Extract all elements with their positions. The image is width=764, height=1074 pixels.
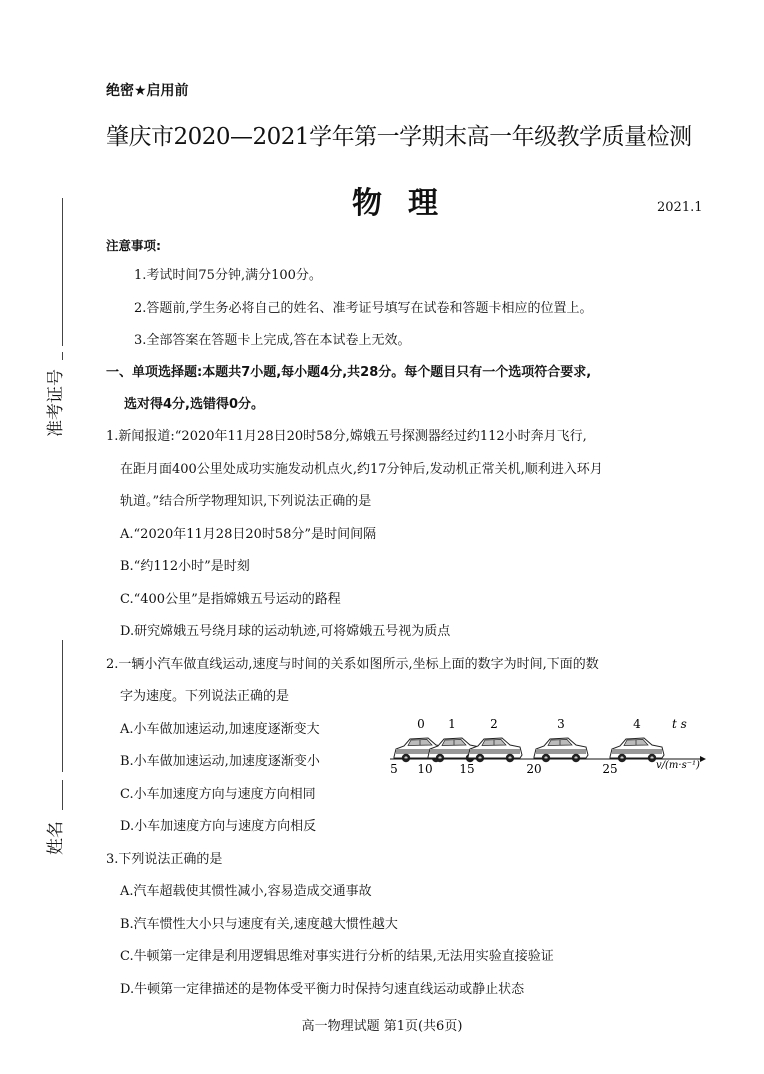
q2-option-b: B.小车做加速运动,加速度逐渐变小 (120, 754, 320, 769)
q2-stem: 2.一辆小汽车做直线运动,速度与时间的关系如图所示,坐标上面的数字为时间,下面的数 (106, 657, 599, 672)
car-motion-figure (388, 712, 724, 774)
q3-option-b: B.汽车惯性大小只与速度有关,速度越大惯性越大 (120, 917, 398, 932)
binding-line-top (62, 198, 63, 346)
time-labels (417, 717, 687, 731)
exam-id-label: 准考证号 (46, 369, 66, 437)
speed-label: 15 (459, 762, 475, 774)
name-line (62, 780, 63, 810)
speed-label: 10 (417, 762, 433, 774)
q3-stem: 3.下列说法正确的是 (106, 852, 223, 867)
section-heading-cont: 选对得4分,选错得0分。 (124, 397, 265, 412)
q1-option-a: A.“2020年11月28日20时58分”是时间间隔 (120, 527, 377, 542)
note-item: 2.答题前,学生务必将自己的姓名、准考证号填写在试卷和答题卡相应的位置上。 (134, 301, 593, 316)
q3-option-d: D.牛顿第一定律描述的是物体受平衡力时保持匀速直线运动或静止状态 (120, 982, 525, 997)
speed-label: 20 (526, 762, 542, 774)
name-label: 姓名 (46, 821, 66, 855)
q1-stem: 轨道。”结合所学物理知识,下列说法正确的是 (120, 494, 372, 509)
exam-date: 2021.1 (657, 200, 703, 215)
q2-option-c: C.小车加速度方向与速度方向相同 (120, 787, 316, 802)
binding-line-middle (62, 640, 63, 772)
q1-option-c: C.“400公里”是指嫦娥五号运动的路程 (120, 592, 341, 607)
q1-option-d: D.研究嫦娥五号绕月球的运动轨迹,可将嫦娥五号视为质点 (120, 624, 451, 639)
time-label: 0 (417, 717, 425, 731)
note-item: 3.全部答案在答题卡上完成,答在本试卷上无效。 (134, 333, 411, 348)
q2-stem: 字为速度。下列说法正确的是 (120, 689, 290, 704)
q2-option-a: A.小车做加速运动,加速度逐渐变大 (120, 722, 320, 737)
time-label: 2 (490, 717, 498, 731)
q3-option-a: A.汽车超载使其惯性减小,容易造成交通事故 (120, 884, 372, 899)
exam-title: 肇庆市2020—2021学年第一学期末高一年级教学质量检测 (106, 124, 692, 150)
section-heading: 一、单项选择题:本题共7小题,每小题4分,共28分。每个题目只有一个选项符合要求, (106, 365, 592, 380)
time-label: 1 (448, 717, 456, 731)
speed-label: 5 (390, 762, 398, 774)
notes-heading: 注意事项: (106, 238, 161, 253)
time-label: 3 (557, 717, 565, 731)
secret-mark: 绝密★启用前 (106, 83, 189, 99)
q3-option-c: C.牛顿第一定律是利用逻辑思维对事实进行分析的结果,无法用实验直接验证 (120, 949, 554, 964)
axis-arrow-icon (700, 756, 706, 762)
speed-unit: v/(m·s⁻¹) (656, 760, 700, 771)
q1-option-b: B.“约112小时”是时刻 (120, 559, 250, 574)
time-unit: t s (672, 717, 687, 731)
speed-label: 25 (602, 762, 618, 774)
q1-stem: 1.新闻报道:“2020年11月28日20时58分,嫦娥五号探测器经过约112小时奔月飞行, (106, 429, 587, 444)
time-label: 4 (633, 717, 641, 731)
note-item: 1.考试时间75分钟,满分100分。 (134, 268, 322, 283)
page-footer: 高一物理试题 第1页(共6页) (301, 1019, 463, 1034)
subject-title: 物理 (352, 186, 464, 221)
q2-option-d: D.小车加速度方向与速度方向相反 (120, 819, 317, 834)
exam-id-line (62, 352, 63, 360)
q1-stem: 在距月面400公里处成功实施发动机点火,约17分钟后,发动机正常关机,顺利进入环月 (120, 462, 603, 477)
